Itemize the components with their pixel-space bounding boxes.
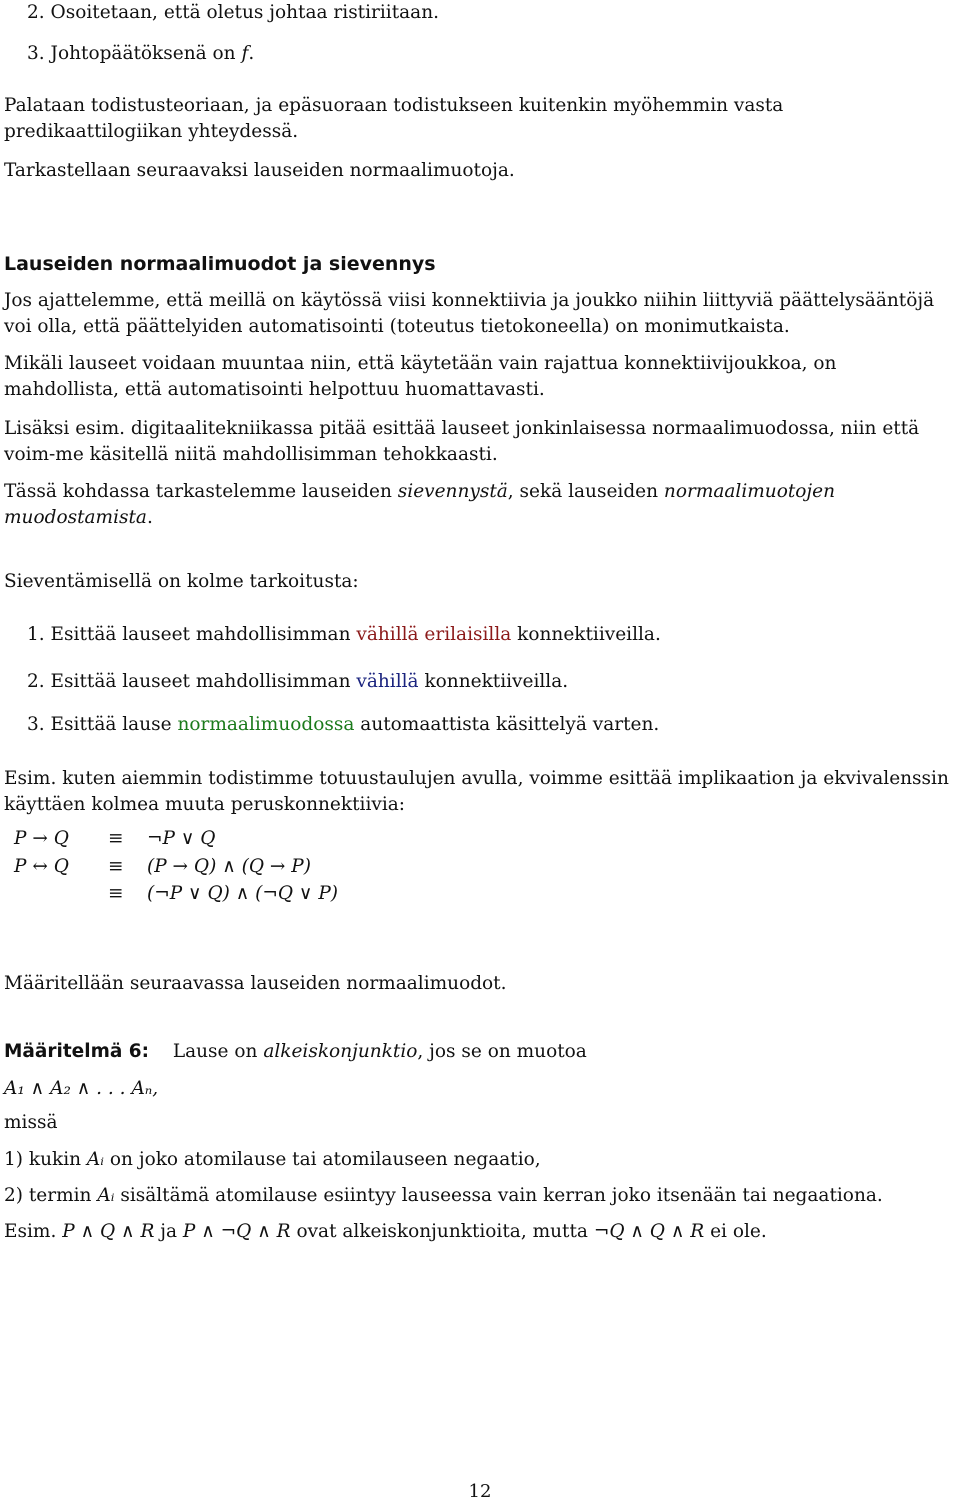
- condition: 2) termin Aᵢ sisältämä atomilause esiintyy lauseessa vain kerran joko itsenään tai negaationa.: [4, 1185, 883, 1206]
- paragraph: Tarkastellaan seuraavaksi lauseiden normaalimuotoja.: [4, 160, 515, 181]
- paragraph: Määritellään seuraavassa lauseiden normaalimuodot.: [4, 973, 507, 994]
- equation-lhs: P → Q: [14, 828, 69, 849]
- paragraph: Mikäli lauseet voidaan muuntaa niin, että käytetään vain rajattua konnektiivijoukkoa, on mahdollista, että automatisointi helpottuu huomattavasti.: [4, 353, 837, 400]
- list-item: 1. Esittää lauseet mahdollisimman vähillä erilaisilla konnektiiveilla.: [27, 624, 661, 645]
- definition: Määritelmä 6: Lause on alkeiskonjunktio, jos se on muotoa: [4, 1041, 587, 1062]
- paragraph: Sieventämisellä on kolme tarkoitusta:: [4, 571, 359, 592]
- paragraph: Palataan todistusteoriaan, ja epäsuoraan todistukseen kuitenkin myöhemmin vasta predikaattilogiikan yhteydessä.: [4, 95, 784, 142]
- equation-rel: ≡: [108, 828, 124, 849]
- equation-rhs: ¬P ∨ Q: [147, 828, 216, 849]
- condition: 1) kukin Aᵢ on joko atomilause tai atomilauseen negaatio,: [4, 1149, 541, 1170]
- paragraph: Jos ajattelemme, että meillä on käytössä viisi konnektiivia ja joukko niihin liittyviä päättelysääntöjä voi olla, että päättelyiden automatisointi (toteutus tietokoneella) on monimutkaista.: [4, 290, 935, 337]
- page-number: 12: [468, 1481, 492, 1502]
- equation-rhs: (P → Q) ∧ (Q → P): [147, 856, 311, 877]
- formula: A₁ ∧ A₂ ∧ . . . Aₙ,: [4, 1078, 159, 1099]
- definition-label: Määritelmä 6:: [4, 1041, 150, 1062]
- section-heading: Lauseiden normaalimuodot ja sievennys: [4, 253, 436, 275]
- paragraph: Lisäksi esim. digitaalitekniikassa pitää esittää lauseet jonkinlaisessa normaalimuodossa, niin että voim-me käsitellä niitä mahdollisimman tehokkaasti.: [4, 418, 920, 465]
- paragraph: Tässä kohdassa tarkastelemme lauseiden sievennystä, sekä lauseiden normaalimuotojen muodostamista.: [4, 481, 836, 528]
- list-item: 2. Osoitetaan, että oletus johtaa ristiriitaan.: [27, 2, 440, 23]
- paragraph: Esim. kuten aiemmin todistimme totuustaulujen avulla, voimme esittää implikaation ja ekvivalenssin käyttäen kolmea muuta peruskonnektiivia:: [4, 768, 949, 815]
- equation-rhs: (¬P ∨ Q) ∧ (¬Q ∨ P): [147, 883, 339, 904]
- equation-rel: ≡: [108, 883, 124, 904]
- equation-rel: ≡: [108, 856, 124, 877]
- list-item: 2. Esittää lauseet mahdollisimman vähillä konnektiiveilla.: [27, 671, 569, 692]
- paragraph: Esim. P ∧ Q ∧ R ja P ∧ ¬Q ∧ R ovat alkeiskonjunktioita, mutta ¬Q ∧ Q ∧ R ei ole.: [4, 1221, 767, 1242]
- list-item: 3. Johtopäätöksenä on f.: [27, 43, 255, 64]
- equation-lhs: P ↔ Q: [14, 856, 69, 877]
- list-item: 3. Esittää lause normaalimuodossa automaattista käsittelyä varten.: [27, 714, 660, 735]
- paragraph: missä: [4, 1112, 58, 1133]
